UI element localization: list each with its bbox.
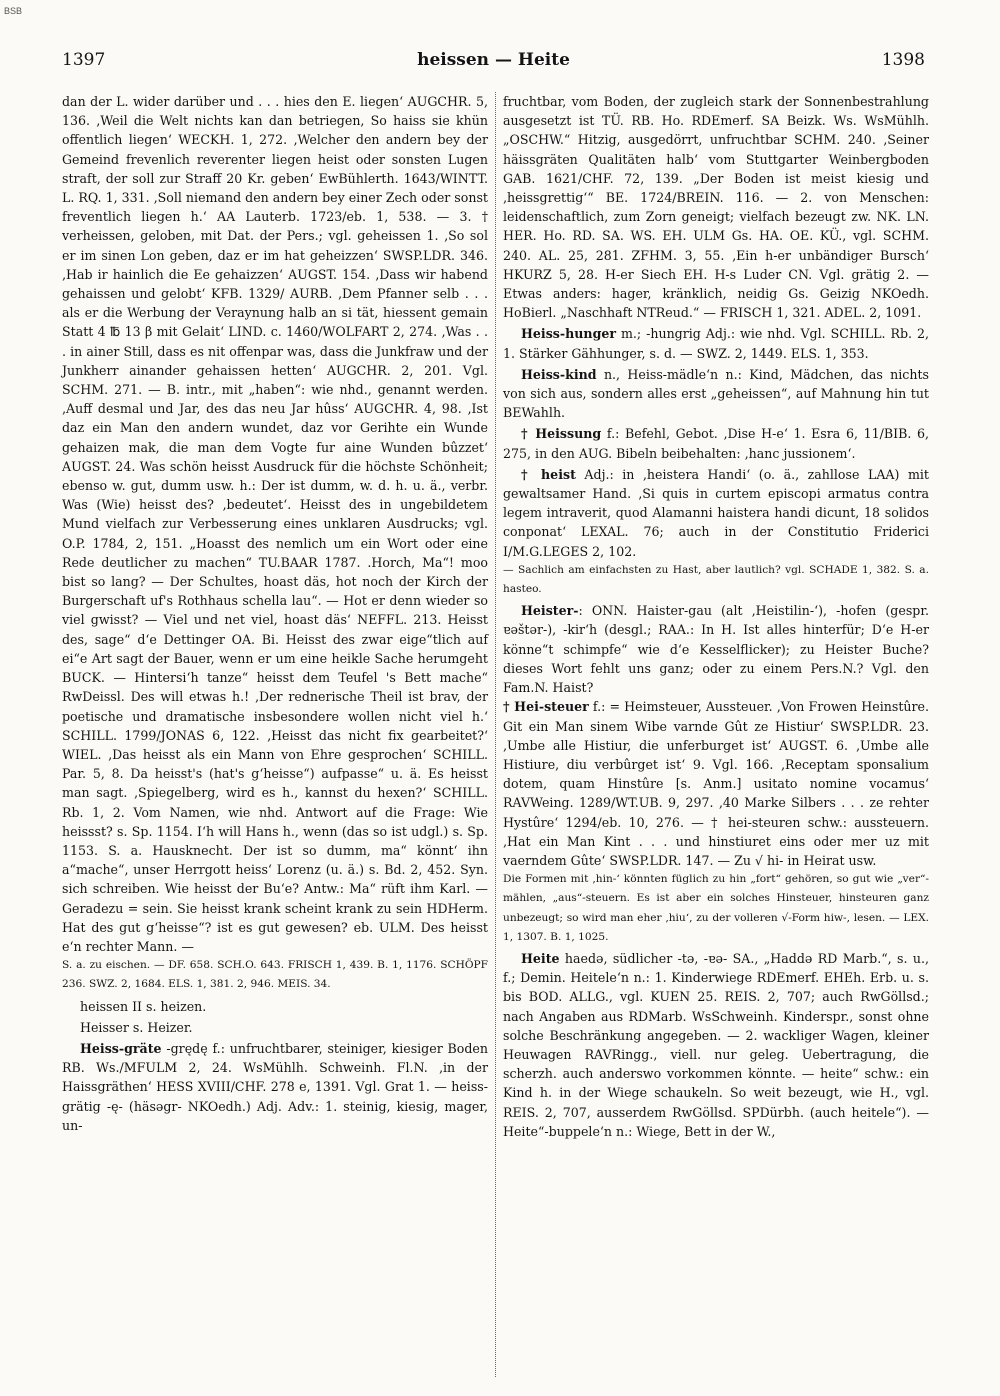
entry-headword: Heister- bbox=[521, 603, 579, 619]
entry-text: — Sachlich am einfachsten zu Hast, aber lautlich? vgl. SCHADE 1, 382. S. a. hasteo. bbox=[503, 563, 929, 596]
right-column bbox=[503, 92, 929, 1141]
dictionary-entry bbox=[62, 92, 488, 956]
left-column bbox=[62, 92, 488, 1135]
entry-text: dan der L. wider darüber und . . . hies den E. liegen‘ AUGCHR. 5, 136. ‚Weil die Welt nichts kan dan betriegen, So haiss sie khün offentlich liegen‘ WECKH. 1, 272. ‚Welcher den andern bey der Gemeind frevenlich reverenter liegen heist oder sonsten Lugen straft, der soll zur Straff 20 Kr. geben‘ EwBühlerth. 1643/WINTT. L. RQ. 1, 331. ‚Soll niemand den andern bey einer Zech oder sonst freventlich liegen h.‘ AA Lauterb. 1723/eb. 1, 538. — 3. † verheissen, geloben, mit Dat. der Pers.; vgl. geheissen 1. ‚So sol er im sinen Lon geben, daz er im hat geheizzen‘ SWSP.LDR. 346. ‚Hab ir hainlich die Ee gehaizzen‘ AUGST. 154. ‚Dass wir habend gehaissen und gelobt‘ KFB. 1329/ AURB. ‚Dem Pfanner selb . . . als er die Werbung der Veraynung halb an si tät, hiessent gemain Statt 4 ℔ 13 β mit Gelait‘ LIND. c. 1460/WOLFART 2, 274. ‚Was . . . in ainer Still, dass es nit offenpar was, dass die Junkfraw und der Junkherr ainander gehaissen hetten‘ AUGCHR. 2, 201. Vgl. SCHM. 271. — B. intr., mit „haben“: wie nhd., genannt werden. ‚Auff desmal und Jar, des das neu Jar hûss‘ AUGCHR. 4, 98. ‚Ist daz ein Man den andern wundet, daz vor Gerihte ein Wunde gehaizen mak, die man dem Vogte fur aine Wunden bûzzet‘ AUGST. 24. Was schön heisst Ausdruck für die höchste Schönheit; ebenso w. gut, dumm usw. h.: Der ist dumm, w. d. h. u. ä., verbr. Was (Wie) heisst des? ‚bedeutet‘. Heisst des in ungebildetem Mund vielfach zur Verbesserung eines unklaren Ausdrucks; vgl. O.P. 1784, 2, 151. „Hoasst des nemlich um ein Wort oder eine Rede deutlicher zu machen“ TU.BAAR 1787. .Horch, Ma“! moo bist so lang? — Der Schultes, hoast däs, hot noch der Kirch der Burgerschaft uf's Rothhaus schella lau“. — Hot er denn wieder so viel gwisst? — Viel und net viel, hoast däs‘ NEFFL. 213. Heisst des, sage“ d‘e Dettinger OA. Bi. Heisst des zwar eige“tlich auf ei“e Art sagt der Bauer, wenn er um eine heikle Sache herumgeht BUCK. — Hintersi‘h tanze“ heisst dem Teufel 's Bett mache“ RwDeissl. Des will etwas h.! ‚Der rednerische Theil ist brav, der poetische und dramatische insbesondere wollen nicht viel h.‘ SCHILL. 1799/JONAS 6, 122. ‚Heisst das nicht fix gearbeitet?‘ WIEL. ‚Das heisst als ein Mann von Ehre gesprochen‘ SCHILL. Par. 5, 8. Da heisst's (hat's g‘heisse“) aufpasse“ u. ä. Es heisst man sagt. ‚Spiegelberg, wird es h., kannst du hexen?‘ SCHILL. Rb. 1, 2. Vom Namen, wie nhd. Antwort auf die Frage: Wie heissst? s. Sp. 1154. I‘h will Hans h., wenn (das so ist udgl.) s. Sp. 1153. S. a. Hausknecht. Der ist so dumm, ma“ könnt‘ ihn a“mache“, unser Herrgott heiss‘ Lorenz (u. ä.) s. Bd. 2, 452. Syn. sich schreiben. Wie heisst der Bu‘e? Antw.: Ma“ rüft ihm Karl. — Geradezu = sein. Sie heisst krank scheint krank zu sein HDHerm. Hat des gut g‘heisse“? ist es gut gewesen? eb. ULM. Des heisst e‘n rechter Mann. — bbox=[62, 94, 488, 954]
dictionary-entry bbox=[503, 601, 929, 697]
entry-headword: Heiss-gräte bbox=[80, 1040, 162, 1056]
entry-headword: Heiss-hunger bbox=[521, 326, 617, 342]
dictionary-columns bbox=[62, 92, 930, 1382]
running-title: heissen — Heite bbox=[417, 50, 570, 70]
column-divider bbox=[495, 92, 496, 1377]
entry-headword: † Heissung bbox=[521, 426, 602, 442]
entry-text: Heisser s. Heizer. bbox=[80, 1019, 193, 1035]
dictionary-entry bbox=[503, 949, 929, 1141]
dictionary-entry bbox=[503, 870, 929, 947]
page-header bbox=[62, 50, 925, 80]
dictionary-entry bbox=[62, 1018, 488, 1037]
entry-text: heissen II s. heizen. bbox=[80, 998, 207, 1014]
entry-text: S. a. zu eischen. — DF. 658. SCH.O. 643. FRISCH 1, 439. B. 1, 1176. SCHÖPF 236. SWZ. 2, 1684. ELS. 1, 381. 2, 946. MEIS. 34. bbox=[62, 959, 488, 991]
entry-text: : ONN. Haister-gau (alt ‚Heistilin-‘), -hofen (gespr. ɐəštər-), -kir‘h (desgl.; RAA.: In H. Ist alles hinterfür; D‘e H-er könne“t schimpfe“ wie d‘e Kesselflicker); zu Heister Buche? dieses Wort fehlt uns ganz; oder zu einem Pers.N.? Vgl. den Fam.N. Haist? bbox=[503, 603, 929, 696]
entry-text: n., Heiss-mädle‘n n.: Kind, Mädchen, das nichts von sich aus, sondern alles erst „geheissen“, auf Mahnung hin tut BEWahlh. bbox=[503, 366, 929, 421]
dictionary-entry bbox=[503, 697, 929, 870]
page-number-right: 1398 bbox=[881, 50, 925, 70]
dictionary-entry bbox=[503, 92, 929, 322]
entry-text: haedə, südlicher -tə, -ɐə- SA., „Haddə RD Marb.“, s. u., f.; Demin. Heitele‘n n.: 1. Kinderwiege RDEmerf. EHEh. Erb. u. s. bis BOD. ALLG., vgl. KUEN 25. REIS. 2, 707; auch RwGöllsd.; nach Angaben aus RDMarb. WsSchweinh. Kinderspr., sonst ohne solche Beschränkung angegeben. — 2. wackliger Wagen, kleiner Heuwagen RAVRingg., viell. nur geleg. Uebertragung, die scherzh. auch anderswo vorkommen könnte. — heite“ schw.: ein Kind h. in der Wiege schaukeln. So weit bezeugt, wie H., vgl. REIS. 2, 707, ausserdem RwGöllsd. SPDürbh. (auch heitele“). — Heite“-buppele‘n n.: Wiege, Bett in der W., bbox=[503, 950, 929, 1139]
entry-text: Die Formen mit ‚hin-‘ könnten füglich zu hin „fort“ gehören, so gut wie „ver“-mählen, „aus“-steuern. Es ist aber ein solches Hinsteuer, hinsteuren ganz unbezeugt; so wird man eher ‚hiu‘, zu der volleren √-Form hiw-, lesen. — LEX. 1, 1307. B. 1, 1025. bbox=[503, 873, 929, 943]
entry-text: Adj.: in ‚heistera Handi‘ (o. ä., zahllose LAA) mit gewaltsamer Hand. ‚Si quis in curtem episcopi armatus contra legem intraverit, quod Alamanni haistera handi dicunt, 18 solidos conponat‘ LEXAL. 76; auch in der Constitutio Friderici I/M.G.LEGES 2, 102. bbox=[503, 466, 929, 559]
dictionary-entry bbox=[503, 365, 929, 423]
library-stamp: BSB bbox=[4, 6, 23, 16]
entry-headword: † Hei-steuer bbox=[503, 699, 589, 715]
entry-text: f.: Befehl, Gebot. ‚Dise H-e‘ 1. Esra 6, 11/BIB. 6, 275, in den AUG. Bibeln beibehalten: ‚hanc jussionem‘. bbox=[503, 426, 930, 461]
dictionary-entry bbox=[503, 424, 929, 462]
entry-headword: Heiss-kind bbox=[521, 366, 597, 382]
entry-headword: Heite bbox=[521, 950, 560, 966]
dictionary-entry bbox=[62, 956, 488, 994]
entry-text: f.: = Heimsteuer, Aussteuer. ‚Von Frowen Heinstûre. Git ein Man sinem Wibe varnde Gût ze Histiur‘ SWSP.LDR. 23. ‚Umbe alle Histiur, die unferburget ist‘ AUGST. 6. ‚Umbe alle Histiure, diu verbûrget ist‘ 9. Vgl. 166. ‚Receptam sponsalium dotem, quam Hinstûre [s. Anm.] usitato nomine vocamus‘ RAVWeing. 1289/WT.UB. 9, 297. ‚40 Marke Silbers . . . ze rehter Hystûre‘ 1294/eb. 10, 276. — † hei-steuren schw.: aussteuern. ‚Hat ein Man Kint . . . und hinstiuret eins oder mer uz mit vaerndem Gûte‘ SWSP.LDR. 147. — Zu √ hi- in Heirat usw. bbox=[503, 699, 929, 868]
entry-text: fruchtbar, vom Boden, der zugleich stark der Sonnenbestrahlung ausgesetzt ist TÜ. RB. Ho. RDEmerf. SA Beizk. Ws. WsMühlh. „OSCHW.“ Hitzig, ausgedörrt, unfruchtbar SCHM. 240. ‚Seiner häissgräten Qualitäten halb‘ vom Stuttgarter Weinbergboden GAB. 1621/CHF. 72, 139. „Der Boden ist meist kiesig und ‚heissgrettig‘“ BE. 1724/BREIN. 116. — 2. von Menschen: leidenschaftlich, zum Zorn geneigt; vielfach bezeugt zw. NK. LN. HER. Ho. RD. SA. WS. EH. ULM Gs. HA. OE. KÜ., vgl. SCHM. 240. AL. 25, 281. ZFHM. 3, 55. ‚Ein h-er unbändiger Bursch‘ HKURZ 5, 28. H-er Siech EH. H-s Luder CN. Vgl. grätig 2. — Etwas anders: hager, kränklich, neidig Gs. Geizig NKOedh. HoBierl. „Naschhaft NTReud.“ — FRISCH 1, 321. ADEL. 2, 1091. bbox=[503, 94, 929, 321]
dictionary-entry bbox=[503, 465, 929, 561]
page-number-left: 1397 bbox=[62, 50, 106, 70]
entry-headword: † heist bbox=[521, 466, 576, 482]
dictionary-entry bbox=[62, 1039, 488, 1135]
entry-text: m.; -hungrig Adj.: wie nhd. Vgl. SCHILL. Rb. 2, 1. Stärker Gähhunger, s. d. — SWZ. 2, 1449. ELS. 1, 353. bbox=[503, 326, 929, 361]
entry-text: -grędę f.: unfruchtbarer, steiniger, kiesiger Boden RB. Ws./MFULM 2, 24. WsMühlh. Schweinh. Fl.N. ‚in der Haissgräthen‘ HESS XVIII/CHF. 278 e, 1391. Vgl. Grat 1. — heiss-grätig -ę- (häsəgr- NKOedh.) Adj. Adv.: 1. steinig, kiesig, mager, un- bbox=[62, 1040, 488, 1133]
dictionary-entry bbox=[62, 997, 488, 1016]
dictionary-entry bbox=[503, 561, 929, 599]
dictionary-entry bbox=[503, 324, 929, 362]
